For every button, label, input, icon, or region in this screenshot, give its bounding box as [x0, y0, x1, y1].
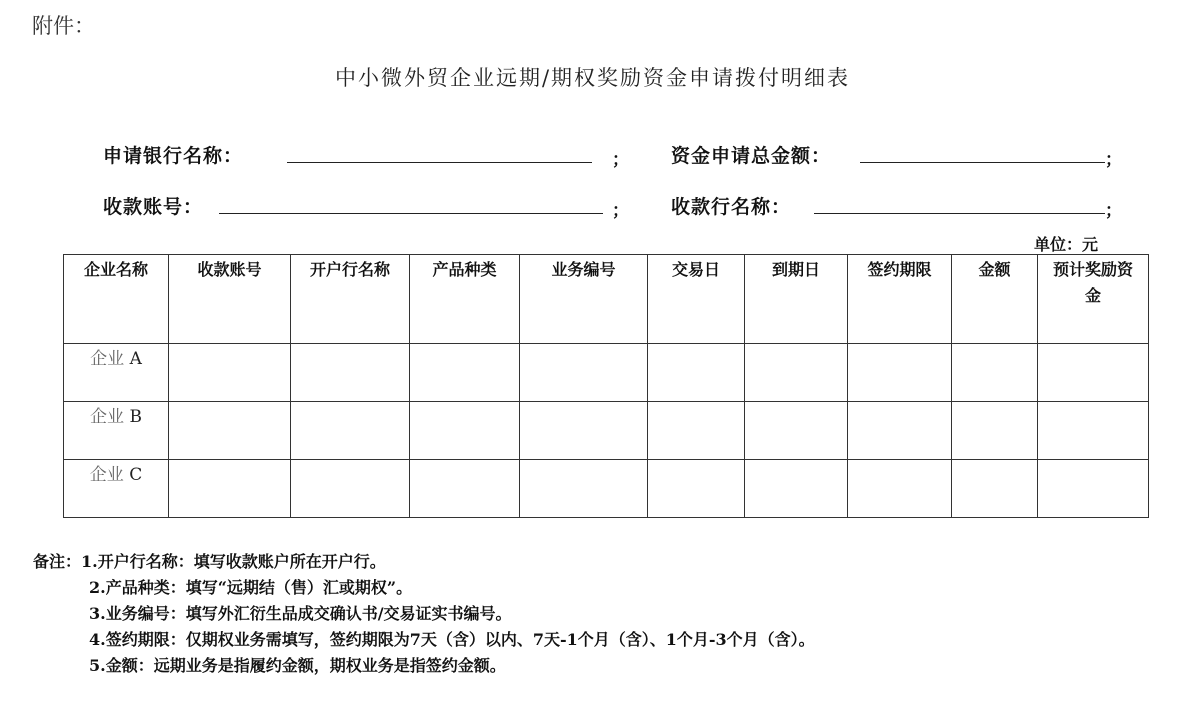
note-line-2: 2.产品种类：填写“远期结（售）汇或期权”。: [89, 578, 413, 597]
table-cell[interactable]: [848, 402, 952, 460]
table-cell[interactable]: [648, 344, 745, 402]
table-row: [64, 402, 1149, 460]
table-cell[interactable]: [169, 344, 291, 402]
table-cell[interactable]: [520, 460, 648, 518]
table-cell[interactable]: [1038, 460, 1149, 518]
table-cell[interactable]: [648, 402, 745, 460]
table-cell[interactable]: [520, 402, 648, 460]
header-account: 收款账号: [169, 255, 291, 344]
table-cell[interactable]: [745, 402, 848, 460]
header-maturity-date: 到期日: [745, 255, 848, 344]
unit-label: 单位：元: [1034, 235, 1099, 254]
table-row: [64, 344, 1149, 402]
table-cell[interactable]: [410, 402, 520, 460]
page-title: 中小微外贸企业远期/期权奖励资金申请拨付明细表: [334, 66, 851, 90]
table-cell[interactable]: [745, 460, 848, 518]
note-line-4: 4.签约期限：仅期权业务需填写，签约期限为7天（含）以内、7天-1个月（含）、1个月-3个月（含）。: [89, 630, 815, 649]
table-row: [64, 460, 1149, 518]
account-label: 收款账号：: [103, 196, 204, 218]
table-cell[interactable]: [291, 460, 410, 518]
header-business-id: 业务编号: [520, 255, 648, 344]
note-line-1: 备注：1.开户行名称：填写收款账户所在开户行。: [33, 552, 386, 571]
separator: ；: [1105, 201, 1122, 221]
company-name-cell: 企业 C: [64, 460, 169, 518]
separator: ；: [612, 201, 629, 221]
header-product-type: 产品种类: [410, 255, 520, 344]
table-cell[interactable]: [410, 344, 520, 402]
table-cell[interactable]: [291, 402, 410, 460]
table-header-row: [64, 255, 1149, 344]
table-cell[interactable]: [745, 344, 848, 402]
header-bank-name: 开户行名称: [291, 255, 410, 344]
receiving-bank-field[interactable]: [814, 213, 1105, 214]
note-line-3: 3.业务编号：填写外汇衍生品成交确认书/交易证实书编号。: [89, 604, 512, 623]
note-line-5: 5.金额：远期业务是指履约金额，期权业务是指签约金额。: [89, 656, 506, 675]
total-amount-field[interactable]: [860, 162, 1105, 163]
bank-name-field[interactable]: [287, 162, 592, 163]
table-cell[interactable]: [1038, 344, 1149, 402]
attachment-label: 附件：: [32, 14, 95, 38]
table-cell[interactable]: [169, 402, 291, 460]
receiving-bank-label: 收款行名称：: [671, 196, 792, 218]
table-cell[interactable]: [952, 344, 1038, 402]
detail-table: [63, 254, 1149, 518]
header-company-name: 企业名称: [64, 255, 169, 344]
table-cell[interactable]: [952, 460, 1038, 518]
bank-name-label: 申请银行名称：: [103, 145, 244, 167]
table-cell[interactable]: [169, 460, 291, 518]
table-cell[interactable]: [848, 344, 952, 402]
table-cell[interactable]: [952, 402, 1038, 460]
table-cell[interactable]: [648, 460, 745, 518]
account-field[interactable]: [219, 213, 603, 214]
table-cell[interactable]: [291, 344, 410, 402]
header-expected-reward: 预计奖励资金: [1038, 255, 1149, 344]
table-cell[interactable]: [520, 344, 648, 402]
header-trade-date: 交易日: [648, 255, 745, 344]
table-cell[interactable]: [848, 460, 952, 518]
table-cell[interactable]: [410, 460, 520, 518]
header-amount: 金额: [952, 255, 1038, 344]
total-amount-label: 资金申请总金额：: [671, 145, 832, 167]
separator: ；: [1105, 150, 1122, 170]
company-name-cell: 企业 A: [64, 344, 169, 402]
table-cell[interactable]: [1038, 402, 1149, 460]
company-name-cell: 企业 B: [64, 402, 169, 460]
header-contract-term: 签约期限: [848, 255, 952, 344]
separator: ；: [612, 150, 629, 170]
